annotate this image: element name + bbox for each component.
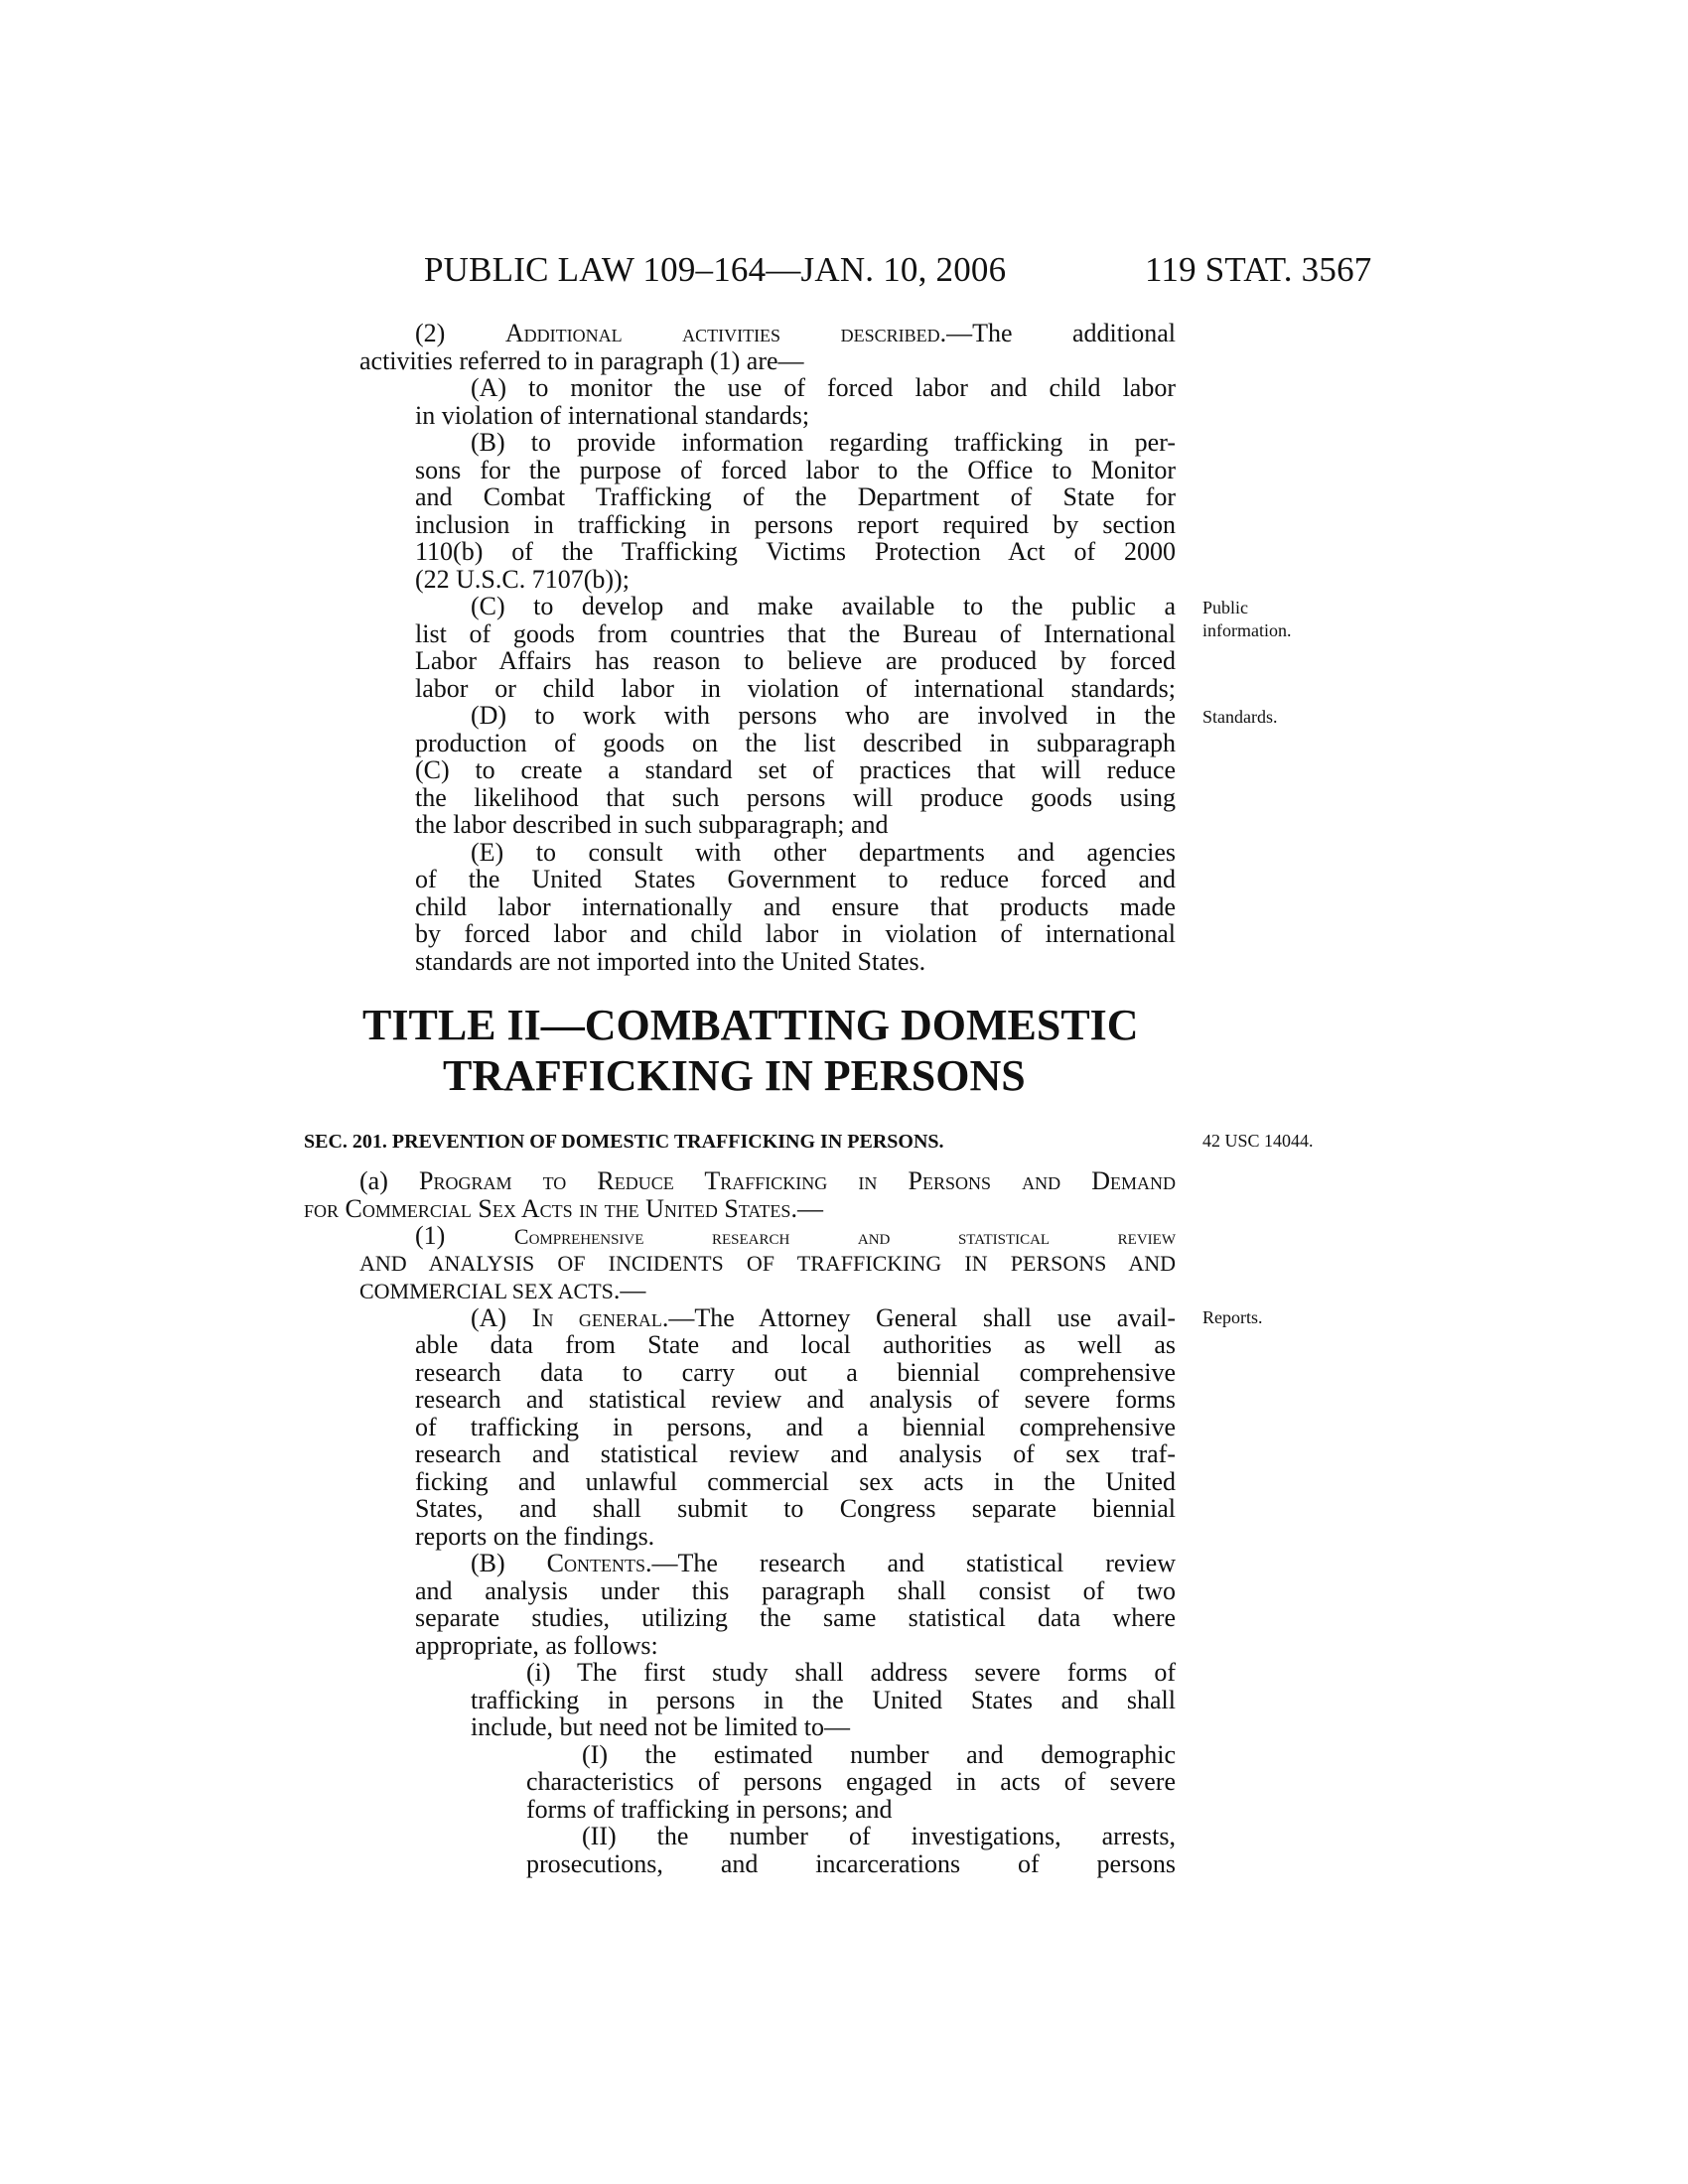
text-line: list of goods from countries that the Bureau of International <box>415 618 1176 648</box>
text-line: research and statistical review and analysis of severe forms <box>415 1385 1176 1414</box>
text-line: able data from State and local authorities as well as <box>415 1330 1176 1359</box>
text-line: (A) to monitor the use of forced labor and child labor <box>471 373 1176 402</box>
text-line: research and statistical review and analysis of sex traf- <box>415 1439 1176 1468</box>
text-line: ficking and unlawful commercial sex acts in the United <box>415 1466 1176 1496</box>
text-line: characteristics of persons engaged in acts of severe <box>526 1767 1176 1796</box>
text-line: COMMERCIAL SEX ACTS.— <box>359 1276 646 1304</box>
text-line: 110(b) of the Trafficking Victims Protection Act of 2000 <box>415 537 1176 566</box>
text-line: for Commercial Sex Acts in the United States.— <box>304 1193 823 1223</box>
text-line: of the United States Government to reduce forced and <box>415 865 1176 893</box>
text-line: in violation of international standards; <box>415 400 810 430</box>
text-line: activities referred to in paragraph (1) are— <box>359 345 804 375</box>
text-line: by forced labor and child labor in violation of international <box>415 919 1176 948</box>
margin-note-reports: Reports. <box>1202 1307 1263 1327</box>
text-line: (D) to work with persons who are involved in the <box>471 701 1176 730</box>
text-line: (B) Contents.—The research and statistical review <box>471 1549 1176 1577</box>
text-line: reports on the findings. <box>415 1521 655 1551</box>
title-line-2: TRAFFICKING IN PERSONS <box>443 1051 1026 1100</box>
text-line: trafficking in persons in the United States and shall <box>471 1685 1176 1714</box>
text-line: and analysis under this paragraph shall consist of two <box>415 1575 1176 1605</box>
text-line: AND ANALYSIS OF INCIDENTS OF TRAFFICKING IN PERSONS AND <box>359 1250 1176 1276</box>
text-line: (C) to create a standard set of practices that will reduce <box>415 755 1176 784</box>
text-line: (A) In general.—The Attorney General shall use avail- <box>471 1302 1176 1332</box>
text-line: States, and shall submit to Congress separate biennial <box>415 1494 1176 1523</box>
margin-note-information: information. <box>1202 620 1292 640</box>
text-line: standards are not imported into the United States. <box>415 946 926 976</box>
text-line: inclusion in trafficking in persons report required by section <box>415 509 1176 539</box>
text-line: appropriate, as follows: <box>415 1630 658 1660</box>
text-line: forms of trafficking in persons; and <box>526 1794 893 1824</box>
text-line: sons for the purpose of forced labor to the Office to Monitor <box>415 455 1176 484</box>
text-line: (II) the number of investigations, arrests, <box>582 1822 1176 1850</box>
page-stat-number: 119 STAT. 3567 <box>1145 250 1372 289</box>
text-line: (B) to provide information regarding trafficking in per- <box>471 428 1176 457</box>
section-heading: SEC. 201. PREVENTION OF DOMESTIC TRAFFICKING IN PERSONS. <box>304 1131 944 1153</box>
text-line: (C) to develop and make available to the public a <box>471 592 1176 620</box>
text-line: Labor Affairs has reason to believe are produced by forced <box>415 646 1176 675</box>
margin-note-usc: 42 USC 14044. <box>1202 1131 1314 1151</box>
text-line: production of goods on the list described in subparagraph <box>415 728 1176 757</box>
title-line-1: TITLE II—COMBATTING DOMESTIC <box>362 1001 1139 1049</box>
margin-note-standards: Standards. <box>1202 707 1278 727</box>
running-header-title: PUBLIC LAW 109–164—JAN. 10, 2006 <box>424 250 1007 289</box>
text-line: the likelihood that such persons will produce goods using <box>415 782 1176 812</box>
text-line: (22 U.S.C. 7107(b)); <box>415 564 630 594</box>
text-line: (E) to consult with other departments and agencies <box>471 837 1176 867</box>
text-line: separate studies, utilizing the same statistical data where <box>415 1603 1176 1632</box>
text-line: (a) Program to Reduce Trafficking in Persons and Demand <box>359 1166 1176 1195</box>
text-line: (I) the estimated number and demographic <box>582 1739 1176 1769</box>
text-line: (1) Comprehensive research and statistical review <box>415 1221 1176 1250</box>
text-line: the labor described in such subparagraph; and <box>415 810 889 839</box>
text-line: child labor internationally and ensure that products made <box>415 891 1176 921</box>
text-line: (i) The first study shall address severe forms of <box>526 1658 1176 1687</box>
text-line: and Combat Trafficking of the Department of State for <box>415 482 1176 511</box>
text-line: research data to carry out a biennial comprehensive <box>415 1357 1176 1387</box>
text-line: labor or child labor in violation of international standards; <box>415 673 1176 703</box>
text-line: of trafficking in persons, and a biennial comprehensive <box>415 1412 1176 1441</box>
text-line: prosecutions, and incarcerations of persons <box>526 1848 1176 1878</box>
text-line: include, but need not be limited to— <box>471 1712 850 1741</box>
text-line: (2) Additional activities described.—The additional <box>415 319 1176 347</box>
margin-note-public: Public <box>1202 598 1249 617</box>
